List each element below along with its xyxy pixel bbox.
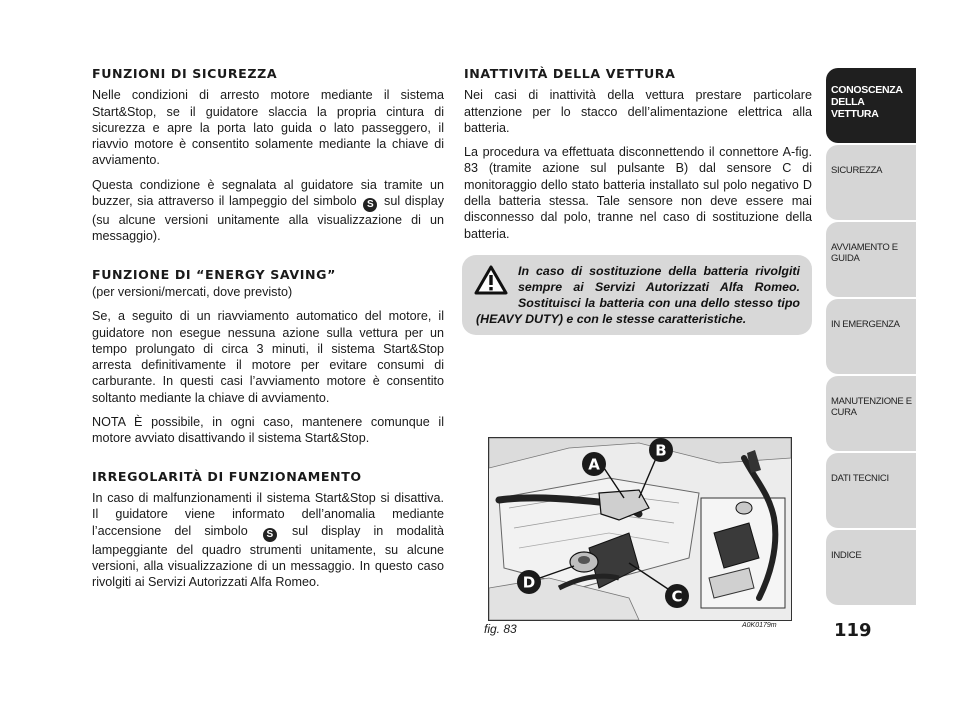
section-title-malfunction: IRREGOLARITÀ DI FUNZIONAMENTO [92,468,362,484]
svg-text:D: D [522,573,536,592]
section-title-energy-saving: FUNZIONE DI “ENERGY SAVING” [92,266,336,282]
label-b [649,438,673,462]
page-number: 119 [834,620,872,641]
paragraph-text: In caso di malfunzionamenti il sistema Start&Stop si disattiva. Il guidatore viene informato dell’anomalia mediante l’accensione del simbolo [92,490,444,538]
right-column [464,66,812,250]
tab-conoscenza-della-vettura[interactable] [826,68,916,143]
paragraph: Nelle condizioni di arresto motore mediante il sistema Start&Stop, se il guidatore slaccia la propria cintura di sicurezza e apre la porta lato guida o lato passeggero, il riavvio motore è consentito solamente mediante la chiave di avviamento. [92,88,444,168]
warning-text-block [476,263,800,327]
battery-connector-illustration [489,438,791,620]
tab-sicurezza[interactable] [826,145,916,220]
svg-text:C: C [671,587,683,606]
tab-dati-tecnici[interactable] [826,453,916,528]
start-stop-symbol-icon: S [363,198,377,212]
paragraph-text: sul display (su alcune versioni unitamente alla visualizzazione di un messaggio). [92,194,445,244]
tab-label: CONOSCENZA DELLA VETTURA [831,84,903,120]
svg-text:B: B [655,441,667,460]
label-c [665,584,689,608]
paragraph: Se, a seguito di un riavviamento automatico del motore, il guidatore non esegue nessuna azione sulla vettura per un tempo prolungato di circa 3 minuti, il sistema Start&Stop arresta definitivamente il motore per evitare consumi di carburante. In questi casi l’avviamento motore è consentito soltanto mediante la chiave di avviamento. [92,309,444,405]
paragraph [92,177,444,245]
section-subtitle: (per versioni/mercati, dove previsto) [92,284,293,299]
section-title-inactivity: INATTIVITÀ DELLA VETTURA [464,66,676,81]
start-stop-symbol-icon: S [263,528,277,542]
battery-figure [488,437,792,621]
tab-label: SICUREZZA [831,165,883,176]
paragraph-text: Questa condizione è segnalata al guidatore sia tramite un buzzer, sia attraverso il lampeggio del simbolo [92,177,444,209]
chapter-tabs [826,68,916,607]
paragraph: Nei casi di inattività della vettura prestare particolare attenzione per lo stacco dell’alimentazione elettrica alla batteria. [464,88,812,135]
tab-label: INDICE [831,550,862,561]
figure-caption: fig. 83 [484,622,517,636]
paragraph: NOTA È possibile, in ogni caso, mantenere comunque il motore avviato disattivando il sistema Start&Stop. [92,415,444,446]
paragraph: La procedura va effettuata disconnettendo il connettore A-fig. 83 (tramite azione sul pulsante B) dal sensore C di monitoraggio dello stato batteria installato sul polo negativo D della batteria stessa. Tale sensore non deve essere mai disconnesso dal polo, tranne nel caso di sostituzione della batteria. [464,145,812,241]
paragraph-text: sul display in modalità lampeggiante del quadro strumenti unitamente, su alcune versioni, alla visualizzazione di un messaggio. In questo caso rivolgiti ai Servizi Autorizzati Alfa Romeo. [92,523,445,590]
left-column [92,66,444,598]
label-a [582,452,606,476]
label-d [517,570,541,594]
tab-label: AVVIAMENTO E GUIDA [831,242,898,264]
warning-box [462,255,812,335]
tab-indice[interactable] [826,530,916,605]
svg-text:A: A [588,455,600,474]
tab-label: IN EMERGENZA [831,319,900,330]
tab-label: DATI TECNICI [831,473,889,484]
figure-code: A0K0179m [742,622,777,629]
tab-in-emergenza[interactable] [826,299,916,374]
section-title-safety: FUNZIONI DI SICUREZZA [92,66,278,81]
warning-text: In caso di sostituzione della batteria rivolgiti sempre ai Servizi Autorizzati Alfa Romeo. Sostituisci la batteria con una dello stesso tipo (HEAVY DUTY) e con le stesse caratteristiche. [476,264,800,326]
paragraph [92,490,444,590]
tab-avviamento-e-guida[interactable] [826,222,916,297]
tab-manutenzione-e-cura[interactable] [826,376,916,451]
tab-label: MANUTENZIONE E CURA [831,396,912,418]
